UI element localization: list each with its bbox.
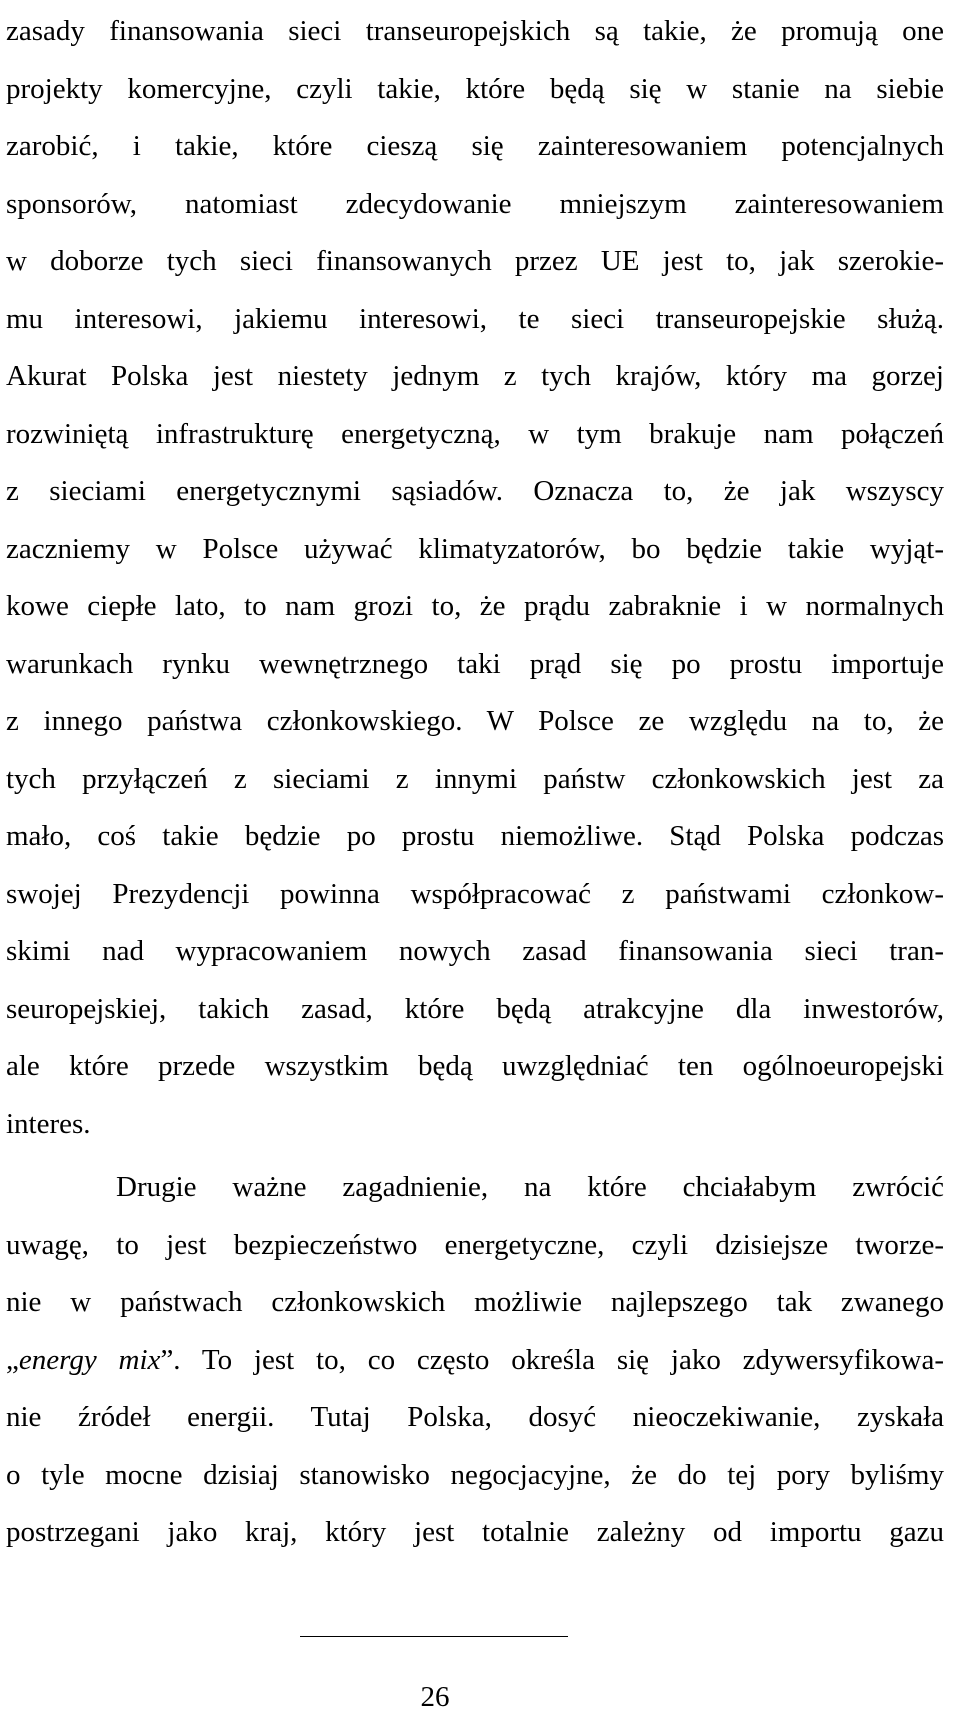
body-text (6, 6, 944, 1565)
text-line: swojej Prezydencji powinna współpracować z państwami członkow- (6, 877, 944, 910)
text-line: ale które przede wszystkim będą uwzględniać ten ogólnoeuropejski (6, 1050, 944, 1082)
text-line: warunkach rynku wewnętrznego taki prąd się po prostu importuje (6, 647, 944, 680)
text-line: mu interesowi, jakiemu interesowi, te sieci transeuropejskie służą. (6, 302, 944, 335)
text-line: zaczniemy w Polsce używać klimatyzatorów, bo będzie takie wyjąt- (6, 532, 944, 565)
opening-quote: „ (6, 1343, 19, 1376)
text-line: tych przyłączeń z sieciami z innymi państw członkowskich jest za (6, 762, 944, 795)
text-line: z innego państwa członkowskiego. W Polsce ze względu na to, że (6, 705, 944, 737)
text-line: rozwiniętą infrastrukturę energetyczną, w tym brakuje nam połączeń (6, 417, 944, 450)
text-line: sponsorów, natomiast zdecydowanie mniejszym zainteresowaniem (6, 187, 944, 220)
text-line: zasady finansowania sieci transeuropejskich są takie, że promują one (6, 15, 944, 47)
paragraph-2 (6, 1162, 944, 1565)
text-line: seuropejskiej, takich zasad, które będą atrakcyjne dla inwestorów, (6, 992, 944, 1025)
text-line: w doborze tych sieci finansowanych przez UE jest to, jak szerokie- (6, 245, 944, 277)
paragraph-1 (6, 6, 944, 1156)
text-line: mało, coś takie będzie po prostu niemożliwe. Stąd Polska podczas (6, 820, 944, 852)
text-line: z sieciami energetycznymi sąsiadów. Oznacza to, że jak wszyscy (6, 475, 944, 507)
page-number: 26 (420, 1681, 450, 1713)
text-line: nie w państwach członkowskich możliwie najlepszego tak zwanego (6, 1286, 944, 1318)
text-line: uwagę, to jest bezpieczeństwo energetyczne, czyli dzisiejsze tworze- (6, 1228, 944, 1261)
emphasized-term: energy mix (18, 1343, 161, 1376)
text-line: nie źródeł energii. Tutaj Polska, dosyć nieoczekiwanie, zyskała (6, 1401, 944, 1433)
text-line: o tyle mocne dzisiaj stanowisko negocjacyjne, że do tej pory byliśmy (6, 1458, 944, 1491)
text-line: Drugie ważne zagadnienie, na które chciałabym zwrócić (116, 1171, 944, 1203)
text-line-remainder: ”. To jest to, co często określa się jako zdywersyfikowa- (160, 1343, 944, 1376)
text-line: interes. (6, 1107, 91, 1140)
text-line: kowe ciepłe lato, to nam grozi to, że prądu zabraknie i w normalnych (6, 590, 944, 622)
footer-rule (300, 1636, 568, 1637)
text-line-with-emphasis (6, 1335, 944, 1393)
text-line: Akurat Polska jest niestety jednym z tych krajów, który ma gorzej (6, 360, 944, 392)
text-line: skimi nad wypracowaniem nowych zasad finansowania sieci tran- (6, 935, 944, 967)
text-line: zarobić, i takie, które cieszą się zainteresowaniem potencjalnych (6, 130, 944, 162)
text-line: postrzegani jako kraj, który jest totalnie zależny od importu gazu (6, 1516, 944, 1548)
text-line: projekty komercyjne, czyli takie, które będą się w stanie na siebie (6, 72, 944, 105)
